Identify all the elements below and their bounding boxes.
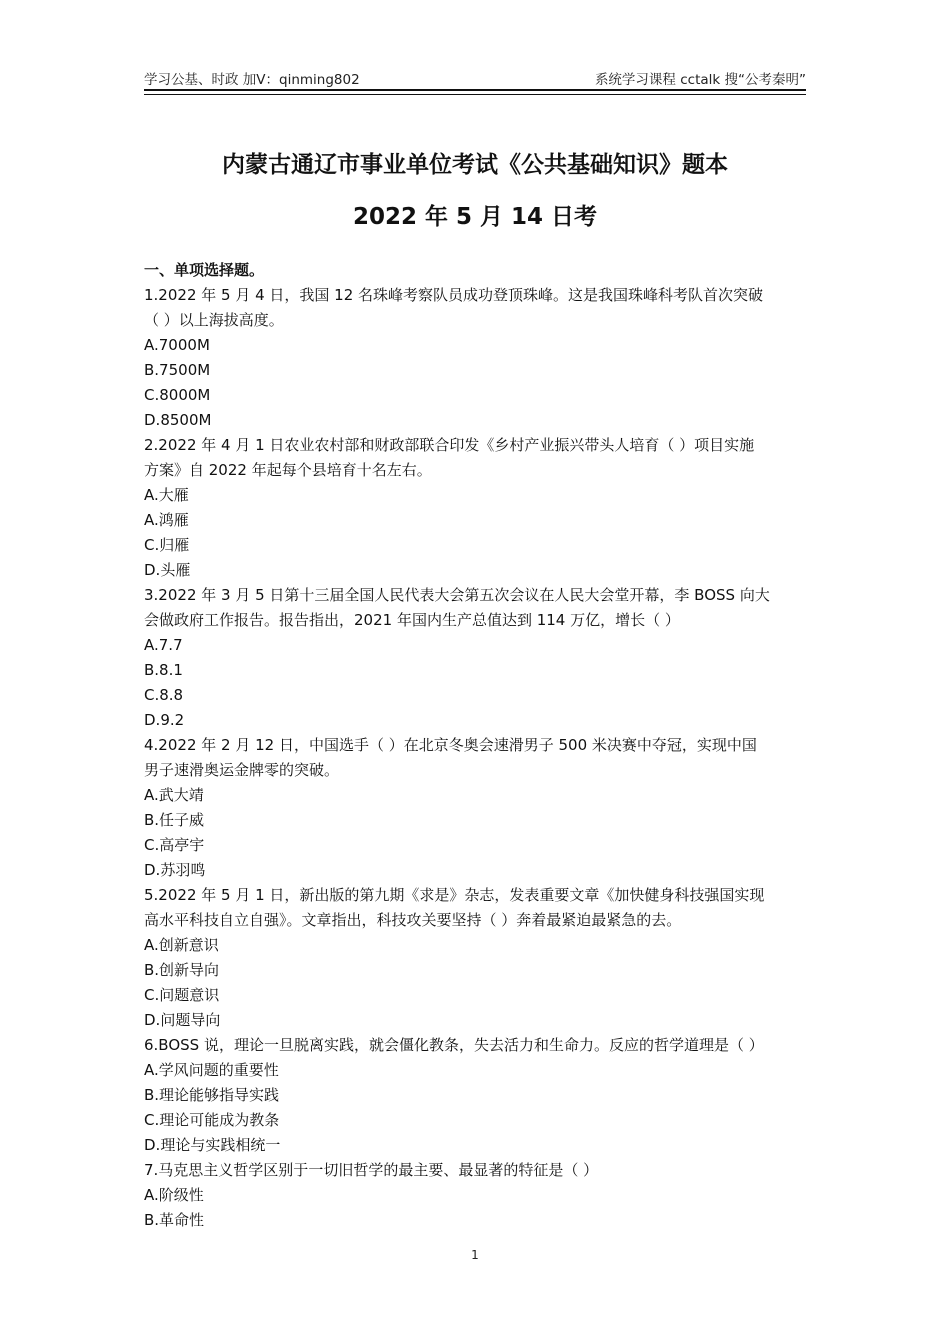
answer-option: B.8.1 — [144, 661, 183, 679]
answer-option: A.创新意识 — [144, 936, 219, 954]
answer-option: D.苏羽鸣 — [144, 861, 206, 879]
answer-option: C.高亭宇 — [144, 836, 205, 854]
question-stem-line: 7.马克思主义哲学区别于一切旧哲学的最主要、最显著的特征是（ ） — [144, 1161, 599, 1179]
answer-option: D.9.2 — [144, 711, 185, 729]
question-stem-line: 4.2022 年 2 月 12 日，中国选手（ ）在北京冬奥会速滑男子 500 米决赛中夺冠，实现中国 — [144, 736, 757, 754]
answer-option: B.理论能够指导实践 — [144, 1086, 280, 1104]
header-left-text: 学习公基、时政 加V：qinming802 — [144, 72, 360, 88]
header-right-text: 系统学习课程 cctalk 搜“公考秦明” — [594, 72, 806, 88]
question-stem-line: 男子速滑奥运金牌零的突破。 — [144, 761, 340, 779]
page-number: 1 — [471, 1248, 479, 1262]
question-stem-line: 5.2022 年 5 月 1 日，新出版的第九期《求是》杂志，发表重要文章《加快健身科技强国实现 — [144, 886, 765, 904]
answer-option: D.理论与实践相统一 — [144, 1136, 281, 1154]
page-header — [144, 66, 806, 88]
answer-option: B.创新导向 — [144, 961, 220, 979]
question-stem-line: 方案》自 2022 年起每个县培育十名左右。 — [144, 461, 432, 479]
question-3 — [144, 583, 806, 733]
header-rule-thick — [144, 89, 806, 91]
answer-option: A.7000M — [144, 336, 210, 354]
document-title: 内蒙古通辽市事业单位考试《公共基础知识》题本 — [222, 152, 728, 178]
question-stem-line: 会做政府工作报告。报告指出，2021 年国内生产总值达到 114 万亿，增长（ ） — [144, 611, 680, 629]
question-stem-line: 2.2022 年 4 月 1 日农业农村部和财政部联合印发《乡村产业振兴带头人培育（ ）项目实施 — [144, 436, 755, 454]
answer-option: B.任子威 — [144, 811, 205, 829]
answer-option: D.头雁 — [144, 561, 191, 579]
question-stem-line: 1.2022 年 5 月 4 日，我国 12 名珠峰考察队员成功登顶珠峰。这是我国珠峰科考队首次突破 — [144, 286, 764, 304]
header-rule-thin — [144, 94, 806, 95]
question-stem-line: 6.BOSS 说，理论一旦脱离实践，就会僵化教条，失去活力和生命力。反应的哲学道理是（ ） — [144, 1036, 764, 1054]
answer-option: B.革命性 — [144, 1211, 205, 1229]
answer-option: A.武大靖 — [144, 786, 204, 804]
answer-option: A.阶级性 — [144, 1186, 204, 1204]
question-2 — [144, 433, 806, 583]
question-stem-line: 高水平科技自立自强》。文章指出，科技攻关要坚持（ ）奔着最紧迫最紧急的去。 — [144, 911, 682, 929]
section-heading: 一、单项选择题。 — [144, 261, 265, 279]
question-4 — [144, 733, 806, 883]
question-7 — [144, 1158, 806, 1233]
answer-option: A.鸿雁 — [144, 511, 189, 529]
answer-option: A.大雁 — [144, 486, 189, 504]
question-1 — [144, 283, 806, 433]
document-date-title: 2022 年 5 月 14 日考 — [352, 204, 598, 230]
question-stem-line: 3.2022 年 3 月 5 日第十三届全国人民代表大会第五次会议在人民大会堂开幕，李 BOSS 向大 — [144, 586, 770, 604]
answer-option: A.学风问题的重要性 — [144, 1061, 279, 1079]
answer-option: C.问题意识 — [144, 986, 220, 1004]
answer-option: C.理论可能成为教条 — [144, 1111, 280, 1129]
answer-option: A.7.7 — [144, 636, 183, 654]
question-6 — [144, 1033, 806, 1158]
answer-option: C.8000M — [144, 386, 211, 404]
question-5 — [144, 883, 806, 1033]
question-body — [144, 258, 806, 1233]
answer-option: C.8.8 — [144, 686, 184, 704]
question-stem-line: （ ）以上海拔高度。 — [144, 311, 284, 329]
answer-option: D.问题导向 — [144, 1011, 221, 1029]
answer-option: C.归雁 — [144, 536, 190, 554]
answer-option: D.8500M — [144, 411, 212, 429]
answer-option: B.7500M — [144, 361, 211, 379]
